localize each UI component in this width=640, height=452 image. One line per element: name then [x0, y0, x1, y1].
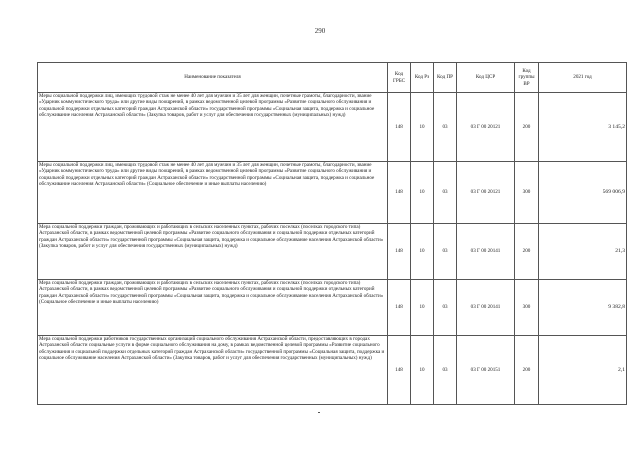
- row-grbs: 148: [388, 93, 411, 162]
- row-csr: 03 Г 00 20121: [457, 93, 515, 162]
- row-description: Мера социальной поддержки граждан, проживающих и работающих в сельских населенных пунктах, рабочих поселках (поселках городского типа) Астраханской области, в рамках ведомственной целевой программы «Развитие социального обслуживания и социальной поддержки отдельных категорий граждан Астраханской области» государственной программы «Социальная защита, поддержка и социальное обслуживание населения Астраханской области» (Социальное обеспечение и иные выплаты населению): [38, 280, 388, 336]
- row-vr: 300: [515, 162, 539, 224]
- scan-mark: [318, 412, 320, 413]
- header-csr: Код ЦСР: [457, 63, 515, 93]
- header-name: Наименование показателя: [38, 63, 388, 93]
- row-pr: 03: [434, 224, 457, 280]
- header-pr: Код ПР: [434, 63, 457, 93]
- row-grbs: 148: [388, 162, 411, 224]
- row-vr: 200: [515, 224, 539, 280]
- row-description: Меры социальной поддержки лиц, имеющих трудовой стаж не менее 40 лет для мужчин и 35 лет для женщин, почетные грамоты, благодарности, звание «Ударник коммунистического труда» или другие виды поощрений, в рамках ведомственной целевой программы «Развитие социального обслуживания и социальной поддержки отдельных категорий граждан Астраханской области» государственной программы «Социальная защита, поддержка и социальное обслуживание населения Астраханской области» (Закупка товаров, работ и услуг для обеспечения государственных (муниципальных) нужд): [38, 93, 388, 162]
- row-description: Меры социальной поддержки лиц, имеющих трудовой стаж не менее 40 лет для мужчин и 35 лет для женщин, почетные грамоты, благодарности, звание «Ударник коммунистического труда» или другие виды поощрений, в рамках ведомственной целевой программы «Развитие социального обслуживания и социальной поддержки отдельных категорий граждан Астраханской области» государственной программы «Социальная защита, поддержка и социальное обслуживание населения Астраханской области» (Социальное обеспечение и иные выплаты населению): [38, 162, 388, 224]
- table-row: [38, 336, 627, 405]
- row-csr: 03 Г 00 20141: [457, 224, 515, 280]
- row-rz: 10: [411, 280, 434, 336]
- header-rz: Код Рз: [411, 63, 434, 93]
- row-amount: 569 006,9: [539, 162, 627, 224]
- row-csr: 03 Г 00 20141: [457, 280, 515, 336]
- row-amount: 2,1: [539, 336, 627, 405]
- row-vr: 200: [515, 93, 539, 162]
- table-row: [38, 224, 627, 280]
- table-row: [38, 93, 627, 162]
- row-vr: 300: [515, 280, 539, 336]
- header-year: 2021 год: [539, 63, 627, 93]
- row-description: Мера социальной поддержки работников государственных организаций социального обслуживания Астраханской области, предоставляющих в городах Астраханской области социальные услуги в форме социального обслуживания на дому, в рамках ведомственной целевой программы «Развитие социального обслуживания и социальной поддержки отдельных категорий граждан Астраханской области» государственной программы «Социальная защита, поддержка и социальное обслуживание населения Астраханской области» (Закупка товаров, работ и услуг для обеспечения государственных (муниципальных) нужд): [38, 336, 388, 405]
- budget-table: [37, 62, 627, 405]
- row-amount: 3 145,2: [539, 93, 627, 162]
- row-rz: 10: [411, 224, 434, 280]
- row-csr: 03 Г 00 20121: [457, 162, 515, 224]
- row-rz: 10: [411, 162, 434, 224]
- table-row: [38, 162, 627, 224]
- row-pr: 03: [434, 162, 457, 224]
- header-vr: Код группы ВР: [515, 63, 539, 93]
- row-amount: 9 382,8: [539, 280, 627, 336]
- row-pr: 03: [434, 93, 457, 162]
- table-row: [38, 280, 627, 336]
- row-grbs: 148: [388, 280, 411, 336]
- header-grbs: Код ГРБС: [388, 63, 411, 93]
- row-description: Мера социальной поддержки граждан, проживающих и работающих в сельских населенных пунктах, рабочих поселках (поселках городского типа) Астраханской области, в рамках ведомственной целевой программы «Развитие социального обслуживания и социальной поддержки отдельных категорий граждан Астраханской области» государственной программы «Социальная защита, поддержка и социальное обслуживание населения Астраханской области» (Закупка товаров, работ и услуг для обеспечения государственных (муниципальных) нужд): [38, 224, 388, 280]
- row-pr: 03: [434, 280, 457, 336]
- row-rz: 10: [411, 336, 434, 405]
- row-amount: 21,3: [539, 224, 627, 280]
- row-pr: 03: [434, 336, 457, 405]
- row-rz: 10: [411, 93, 434, 162]
- row-csr: 03 Г 00 20151: [457, 336, 515, 405]
- table-header-row: [38, 63, 627, 93]
- page-number: 290: [314, 27, 326, 35]
- row-vr: 200: [515, 336, 539, 405]
- row-grbs: 148: [388, 224, 411, 280]
- row-grbs: 148: [388, 336, 411, 405]
